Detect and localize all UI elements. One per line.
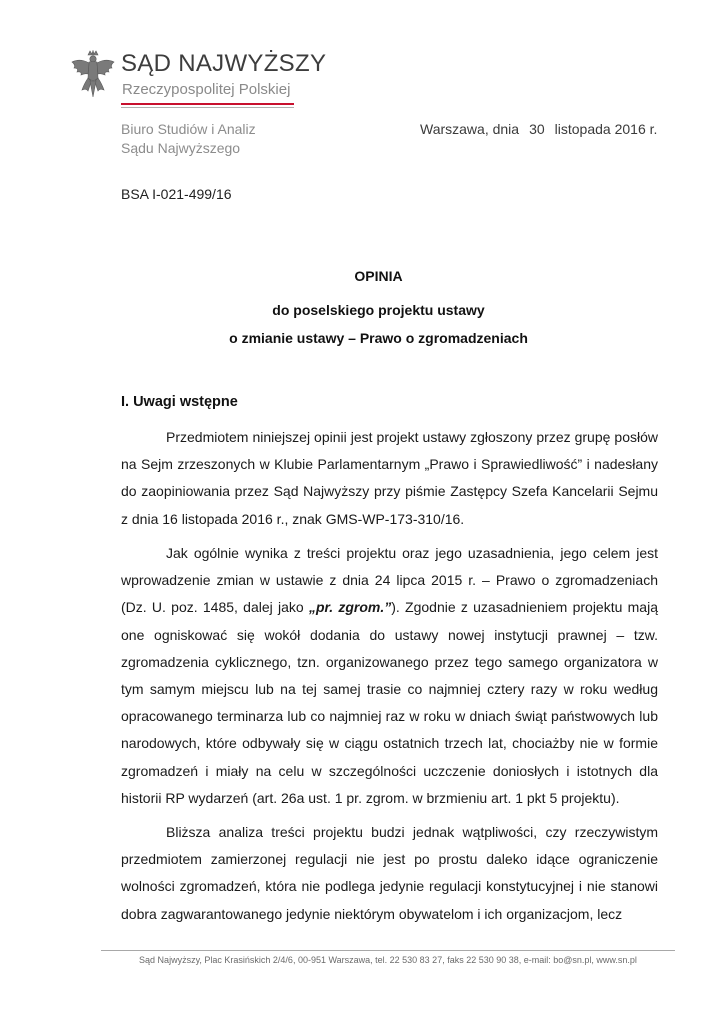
paragraph-2 xyxy=(121,540,658,812)
paragraph-2-part-a: Jak ogólnie wynika z treści projektu oraz jego uzasadnienia, jego celem jest wprowadzenie zmian w ustawie z dnia 24 lipca 2015 r. – Prawo o zgromadzeniach (Dz. U. poz. 1485, dalej jako xyxy=(121,545,658,616)
header-rule-gray xyxy=(121,107,294,108)
office-line-2: Sądu Najwyższego xyxy=(121,140,241,156)
reference-number: BSA I-021-499/16 xyxy=(121,186,232,202)
section-heading: I. Uwagi wstępne xyxy=(121,394,238,410)
footer-contact: Sąd Najwyższy, Plac Krasińskich 2/4/6, 00-951 Warszawa, tel. 22 530 83 27, faks 22 530 90 38, e-mail: bo@sn.pl, www.sn.pl xyxy=(139,955,637,965)
paragraph-3: Bliższa analiza treści projektu budzi jednak wątpliwości, czy rzeczywistym przedmiotem zamierzonej regulacji nie jest po prostu daleko idące ograniczenie wolności zgromadzeń, która nie podlega jedynie regulacji konstytucyjnej i nie stanowi dobra zagwarantowanego jedynie niektórym obywatelom i ich organizacjom, lecz xyxy=(121,824,658,922)
polish-eagle-emblem-icon xyxy=(70,50,116,100)
date-month-year: listopada 2016 r. xyxy=(554,121,658,137)
office-line-1: Biuro Studiów i Analiz xyxy=(121,121,256,137)
paragraph-1: Przedmiotem niniejszej opinii jest projekt ustawy zgłoszony przez grupę posłów na Sejm zrzeszonych w Klubie Parlamentarnym „Prawo i Sprawiedliwość” i nadesłany do zaopiniowania przez Sąd Najwyższy przy piśmie Zastępcy Szefa Kancelarii Sejmu z dnia 16 listopada 2016 r., znak GMS-WP-173-310/16. xyxy=(121,429,658,527)
date-day: 30 xyxy=(529,121,545,137)
document-subtitle-1: do poselskiego projektu ustawy xyxy=(272,302,485,318)
court-subtitle: Rzeczypospolitej Polskiej xyxy=(122,81,291,98)
court-name: SĄD NAJWYŻSZY xyxy=(121,50,327,77)
document-title: OPINIA xyxy=(354,268,403,284)
date-line xyxy=(420,120,657,139)
paragraph-2-part-b: ). Zgodnie z uzasadnieniem projektu mają one ogniskować się wokół dodania do ustawy nowej instytucji prawnej – tzw. zgromadzenia cyklicznego, tzn. organizowanego przez tego samego organizatora w tym samym miejscu lub na tej samej trasie co najmniej cztery razy w roku według opracowanego terminarza lub co najmniej raz w roku w dniach świąt państwowych lub narodowych, które odbywały się w ciągu ostatnich trzech lat, chociażby nie w formie zgromadzeń i miały na celu w szczególności uczczenie doniosłych i istotnych dla historii RP wydarzeń (art. 26a ust. 1 pr. zgrom. w brzmieniu art. 1 pkt 5 projektu). xyxy=(121,599,658,806)
document-subtitle-2: o zmianie ustawy – Prawo o zgromadzeniach xyxy=(229,330,528,346)
header-rule-red xyxy=(121,103,294,105)
abbreviation-emphasis: „pr. zgrom.” xyxy=(308,599,392,616)
footer-rule xyxy=(101,950,675,951)
office-block xyxy=(121,120,256,158)
date-place: Warszawa, dnia xyxy=(420,121,520,137)
